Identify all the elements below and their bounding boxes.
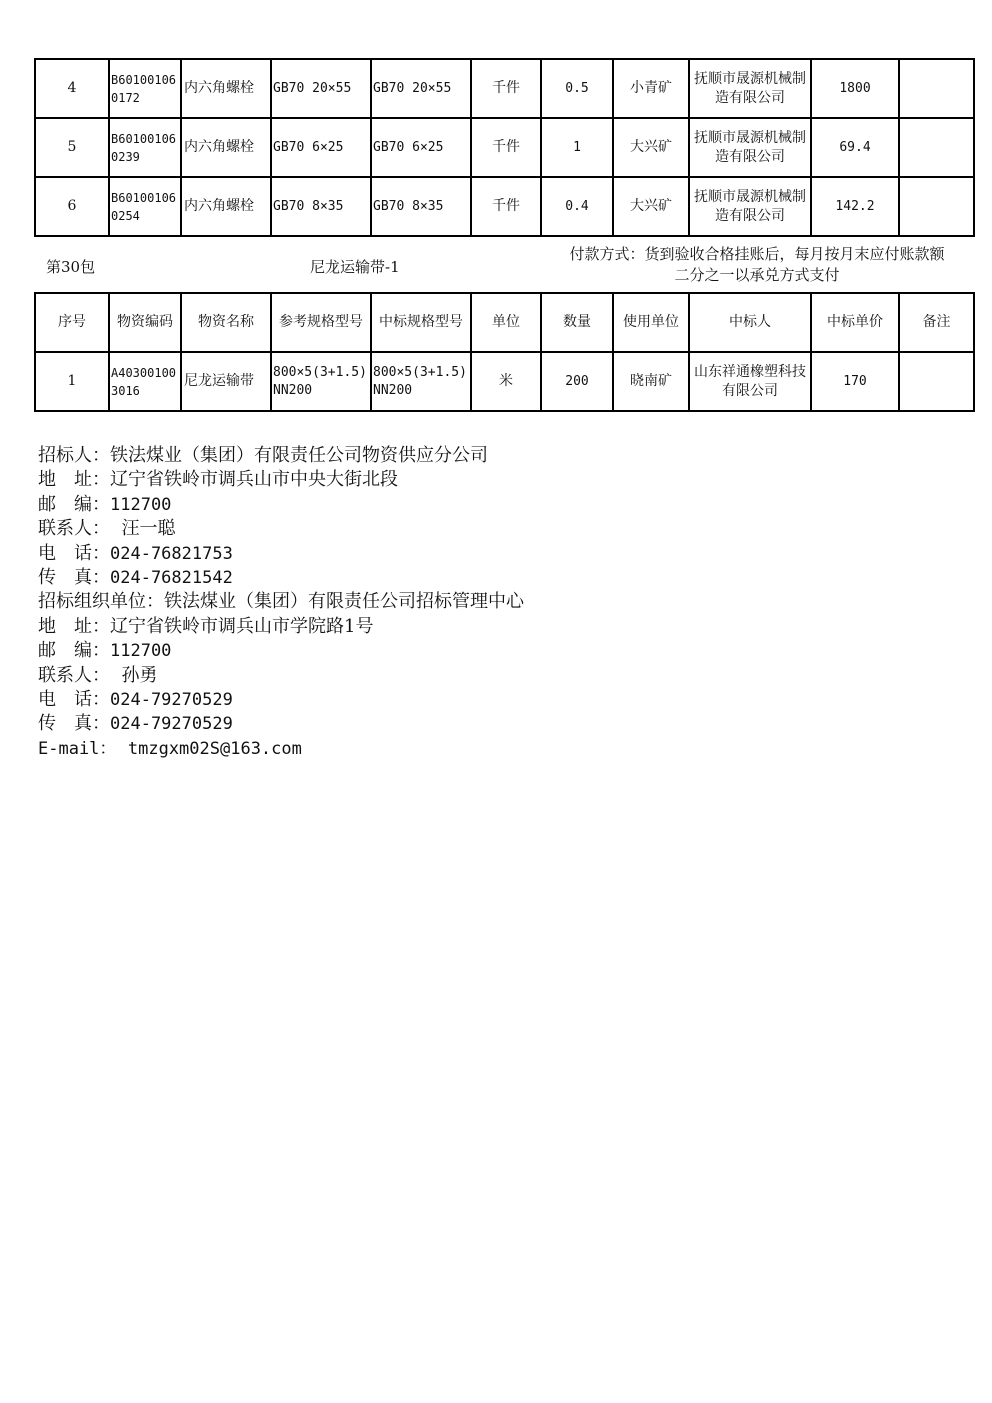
winner-cell: 抚顺市晟源机械制造有限公司 bbox=[689, 59, 811, 118]
email-label: E-mail： bbox=[38, 738, 117, 759]
phone-line bbox=[38, 542, 524, 566]
qty-cell: 1 bbox=[541, 118, 613, 177]
column-header: 序号 bbox=[35, 293, 109, 352]
qty-cell: 0.4 bbox=[541, 177, 613, 236]
ref-spec-cell: GB70 20×55 bbox=[271, 59, 371, 118]
ref-spec-cell: GB70 6×25 bbox=[271, 118, 371, 177]
column-header: 数量 bbox=[541, 293, 613, 352]
contact-person-label: 联系人： bbox=[38, 518, 110, 540]
user-unit-cell: 大兴矿 bbox=[613, 118, 689, 177]
zip-label: 邮 编： bbox=[38, 493, 110, 515]
user-unit-cell: 晓南矿 bbox=[613, 352, 689, 411]
seq-cell: 6 bbox=[35, 177, 109, 236]
column-header: 单位 bbox=[471, 293, 541, 352]
contact-person-label: 联系人： bbox=[38, 664, 110, 686]
fax-value: 024-79270529 bbox=[110, 714, 233, 735]
payment-terms-line1: 付款方式：货到验收合格挂账后，每月按月末应付账款额 bbox=[569, 245, 945, 263]
phone-value: 024-76821753 bbox=[110, 543, 233, 564]
column-header: 物资编码 bbox=[109, 293, 181, 352]
price-cell: 1800 bbox=[811, 59, 899, 118]
zip-label: 邮 编： bbox=[38, 640, 110, 662]
phone-value: 024-79270529 bbox=[110, 690, 233, 711]
column-header: 物资名称 bbox=[181, 293, 271, 352]
note-cell bbox=[899, 177, 974, 236]
winner-cell: 山东祥通橡塑科技有限公司 bbox=[689, 352, 811, 411]
organizer-fax-line bbox=[38, 712, 524, 736]
column-header: 中标人 bbox=[689, 293, 811, 352]
note-cell bbox=[899, 59, 974, 118]
ref-spec-cell: 800×5(3+1.5)NN200 bbox=[271, 352, 371, 411]
contact-person-line bbox=[38, 517, 524, 541]
tenderer-label: 招标人： bbox=[38, 445, 110, 466]
tenderer-value: 铁法煤业（集团）有限责任公司物资供应分公司 bbox=[110, 445, 488, 466]
user-unit-cell: 小青矿 bbox=[613, 59, 689, 118]
package-header bbox=[34, 244, 973, 290]
seq-cell: 1 bbox=[35, 352, 109, 411]
column-header: 中标单价 bbox=[811, 293, 899, 352]
fax-label: 传 真： bbox=[38, 567, 110, 589]
win-spec-cell: 800×5(3+1.5)NN200 bbox=[371, 352, 471, 411]
package-number: 第30包 bbox=[46, 258, 96, 276]
fax-value: 024-76821542 bbox=[110, 568, 233, 589]
zip-value: 112700 bbox=[110, 641, 172, 662]
qty-cell: 0.5 bbox=[541, 59, 613, 118]
note-cell bbox=[899, 352, 974, 411]
email-value[interactable]: tmzgxm02S@163.com bbox=[127, 738, 302, 759]
material-code-cell: B601001060254 bbox=[109, 177, 181, 236]
contact-info bbox=[38, 444, 524, 761]
fax-line bbox=[38, 566, 524, 590]
material-name-cell: 尼龙运输带 bbox=[181, 352, 271, 411]
material-name-cell: 内六角螺栓 bbox=[181, 177, 271, 236]
payment-terms bbox=[542, 244, 972, 286]
fax-label: 传 真： bbox=[38, 713, 110, 735]
material-code-cell: B601001060172 bbox=[109, 59, 181, 118]
table-header-row bbox=[35, 293, 974, 352]
price-cell: 69.4 bbox=[811, 118, 899, 177]
winner-cell: 抚顺市晟源机械制造有限公司 bbox=[689, 177, 811, 236]
material-name-cell: 内六角螺栓 bbox=[181, 59, 271, 118]
contact-person-value: 汪一聪 bbox=[121, 518, 176, 540]
win-spec-cell: GB70 8×35 bbox=[371, 177, 471, 236]
address-value: 辽宁省铁岭市调兵山市中央大街北段 bbox=[110, 469, 398, 491]
win-spec-cell: GB70 20×55 bbox=[371, 59, 471, 118]
address-label: 地 址： bbox=[38, 469, 110, 491]
note-cell bbox=[899, 118, 974, 177]
payment-terms-line2: 二分之一以承兑方式支付 bbox=[674, 266, 840, 284]
organizer-label: 招标组织单位： bbox=[38, 591, 164, 613]
address-line bbox=[38, 468, 524, 492]
column-header: 参考规格型号 bbox=[271, 293, 371, 352]
price-cell: 170 bbox=[811, 352, 899, 411]
column-header: 使用单位 bbox=[613, 293, 689, 352]
package-name: 尼龙运输带-1 bbox=[310, 258, 400, 276]
seq-cell: 4 bbox=[35, 59, 109, 118]
unit-cell: 千件 bbox=[471, 177, 541, 236]
winner-cell: 抚顺市晟源机械制造有限公司 bbox=[689, 118, 811, 177]
address-label: 地 址： bbox=[38, 615, 110, 637]
contact-person-value: 孙勇 bbox=[121, 664, 158, 686]
zip-value: 112700 bbox=[110, 494, 172, 515]
zip-line bbox=[38, 493, 524, 517]
organizer-contact-person-line bbox=[38, 664, 524, 688]
material-name-cell: 内六角螺栓 bbox=[181, 118, 271, 177]
user-unit-cell: 大兴矿 bbox=[613, 177, 689, 236]
qty-cell: 200 bbox=[541, 352, 613, 411]
table-row bbox=[35, 118, 974, 177]
table-row bbox=[35, 177, 974, 236]
phone-label: 电 话： bbox=[38, 689, 110, 711]
column-header: 中标规格型号 bbox=[371, 293, 471, 352]
organizer-phone-line bbox=[38, 688, 524, 712]
column-header: 备注 bbox=[899, 293, 974, 352]
organizer-address-line bbox=[38, 615, 524, 639]
bid-result-table-continued bbox=[34, 58, 975, 237]
table-row bbox=[35, 352, 974, 411]
seq-cell: 5 bbox=[35, 118, 109, 177]
tenderer-line bbox=[38, 444, 524, 468]
material-code-cell: A403001003016 bbox=[109, 352, 181, 411]
unit-cell: 千件 bbox=[471, 59, 541, 118]
unit-cell: 千件 bbox=[471, 118, 541, 177]
address-value: 辽宁省铁岭市调兵山市学院路1号 bbox=[110, 615, 374, 637]
material-code-cell: B601001060239 bbox=[109, 118, 181, 177]
unit-cell: 米 bbox=[471, 352, 541, 411]
phone-label: 电 话： bbox=[38, 542, 110, 564]
price-cell: 142.2 bbox=[811, 177, 899, 236]
organizer-value: 铁法煤业（集团）有限责任公司招标管理中心 bbox=[164, 591, 524, 613]
bid-result-table-package-30 bbox=[34, 292, 975, 412]
email-line bbox=[38, 737, 524, 761]
table-row bbox=[35, 59, 974, 118]
organizer-line bbox=[38, 590, 524, 614]
organizer-zip-line bbox=[38, 639, 524, 663]
win-spec-cell: GB70 6×25 bbox=[371, 118, 471, 177]
ref-spec-cell: GB70 8×35 bbox=[271, 177, 371, 236]
